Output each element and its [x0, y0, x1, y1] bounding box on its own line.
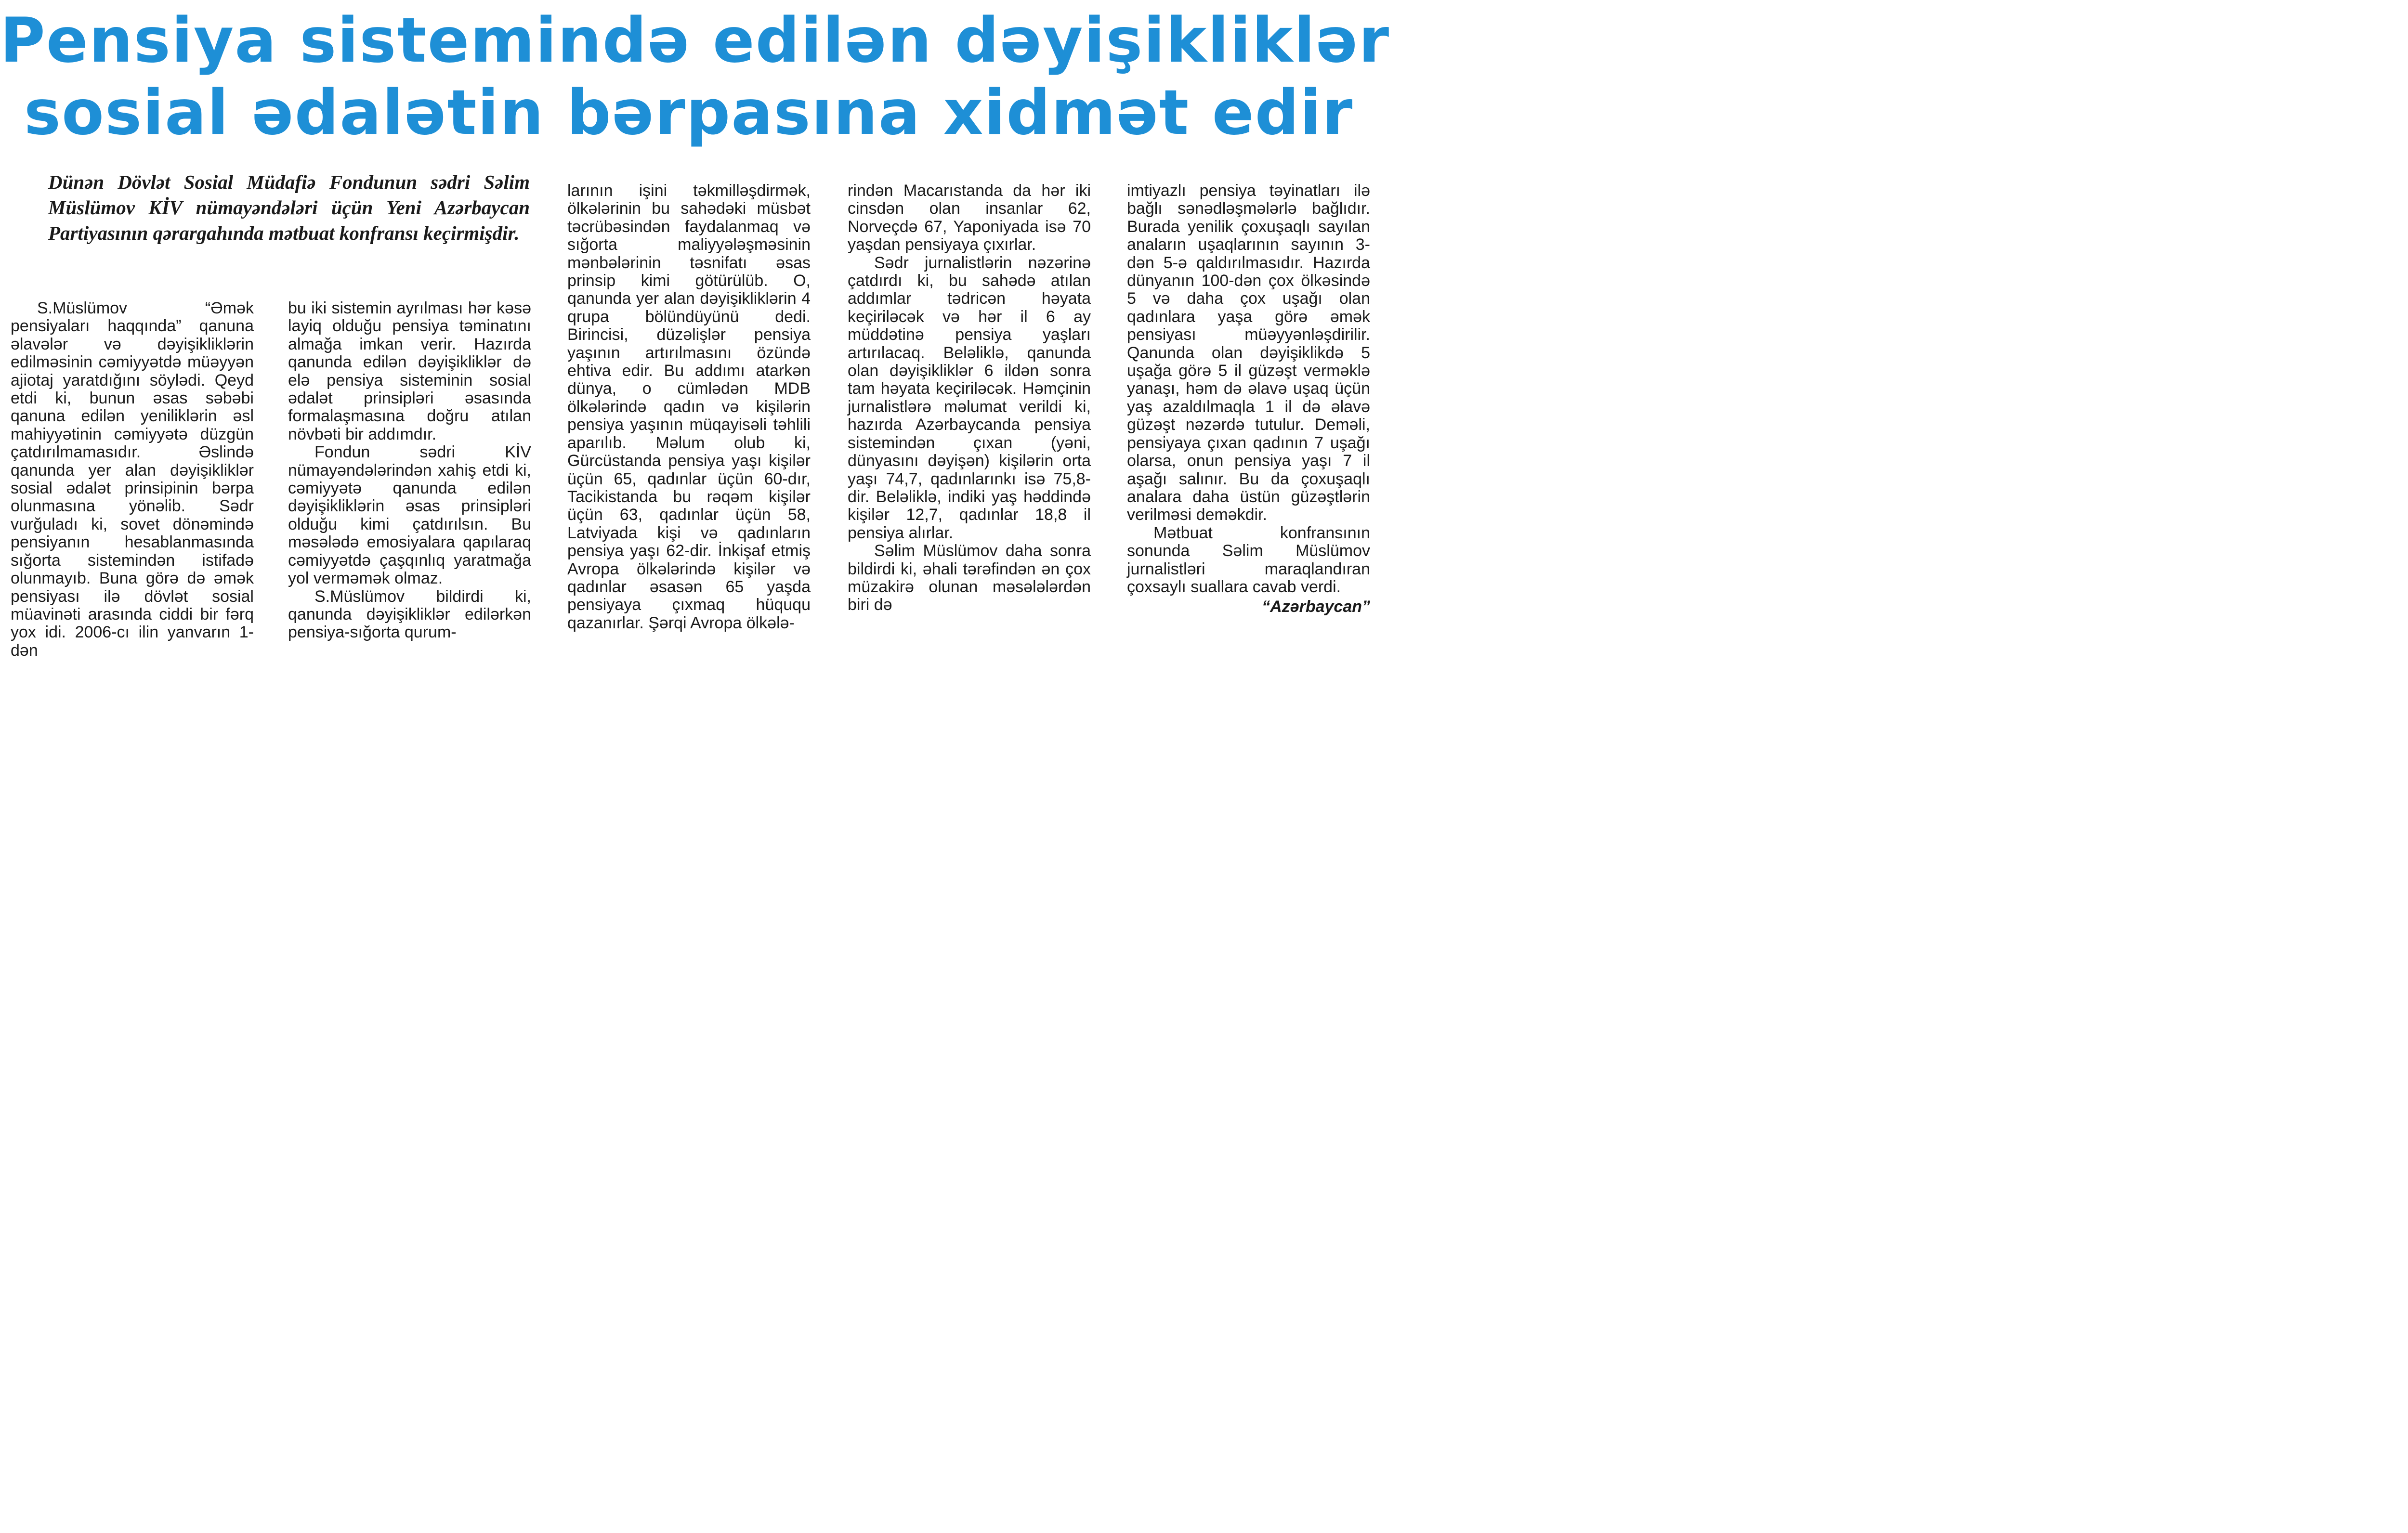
- paragraph: S.Müslümov bildirdi ki, qanunda dəyişikliklər edilərkən pensiya-sığorta qurum-: [288, 587, 531, 642]
- text-column-2: [288, 299, 531, 642]
- article-headline: [0, 5, 1390, 149]
- paragraph: imtiyazlı pensiya təyinatları ilə bağlı sənədləşmələrlə bağlıdır. Burada yenilik çoxuşaqlı sayılan anaların uşaqlarının sayının 3-dən 5-ə qaldırılmasıdır. Hazırda dünyanın 100-dən çox ölkəsində 5 və daha çox uşağı olan qadınlara yaşa görə əmək pensiyası müəyyənləşdirilir. Qanunda olan dəyişiklikdə 5 uşağa görə 5 il güzəşt verməklə yanaşı, həm də əlavə uşaq üçün yaş azaldılmaqla 1 il də əlavə güzəşt nəzərdə tutulur. Deməli, pensiyaya çıxan qadının 7 uşağı olarsa, onun pensiya yaşı 7 il aşağı salınır. Bu da çoxuşaqlı analara daha üstün güzəştlərin verilməsi deməkdir.: [1127, 182, 1370, 524]
- paragraph: larının işini təkmilləşdirmək, ölkələrinin bu sahədəki müsbət təcrübəsindən faydalanmaq və sığorta maliyyələşməsinin mənbələrinin təsnifatı əsas prinsip kimi götürülüb. O, qanunda yer alan dəyişikliklərin 4 qrupa bölündüyünü dedi. Birincisi, düzəlişlər pensiya yaşının artırılmasını özündə ehtiva edir. Bu addımı atarkən dünya, o cümlədən MDB ölkələrində qadın və kişilərin pensiya yaşının müqayisəli təhlili aparılıb. Məlum olub ki, Gürcüstanda pensiya yaşı kişilər üçün 65, qadınlar üçün 60-dır, Tacikistanda bu rəqəm kişilər üçün 63, qadınlar üçün 58, Latviyada kişi və qadınların pensiya yaşı 62-dir. İnkişaf etmiş Avropa ölkələrində kişilər və qadınlar əsasən 65 yaşda pensiyaya çıxmaq hüququ qazanırlar. Şərqi Avropa ölkələ-: [567, 182, 811, 632]
- paragraph: Səlim Müslümov daha sonra bildirdi ki, əhali tərəfindən ən çox müzakirə olunan məsələlərdən biri də: [848, 542, 1091, 614]
- article-lead: Dünən Dövlət Sosial Müdafiə Fondunun sədri Səlim Müslümov KİV nümayəndələri üçün Yeni Azərbaycan Partiyasının qərargahında mətbuat konfransı keçirmişdir.: [48, 171, 530, 244]
- paragraph: Fondun sədri KİV nümayəndələrindən xahiş etdi ki, cəmiyyətə qanunda edilən dəyişikliklərin əsas prinsipləri olduğu kimi çatdırılsın. Bu məsələdə emosiyalara qapılaraq cəmiyyətdə çaşqınlıq yaratmağa yol verməmək olmaz.: [288, 443, 531, 588]
- text-column-5: [1127, 182, 1370, 616]
- paragraph: S.Müslümov “Əmək pensiyaları haqqında” qanuna əlavələr və dəyişikliklərin edilməsinin cəmiyyətdə müəyyən ajiotaj yaratdığını söylədi. Qeyd etdi ki, bunun əsas səbəbi qanuna edilən yeniliklərin əsl mahiyyətinin cəmiyyətə düzgün çatdırılmamasıdır. Əslində qanunda yer alan dəyişikliklər sosial ədalət prinsipinin bərpa olunmasına yönəlib. Sədr vurğuladı ki, sovet dönəmində pensiyanın hesablanmasında sığorta sistemindən istifadə olunmayıb. Buna görə də əmək pensiyası ilə dövlət sosial müavinəti arasında ciddi bir fərq yox idi. 2006-cı ilin yanvarın 1-dən: [11, 299, 254, 660]
- text-column-1: [11, 299, 254, 660]
- article-source: “Azərbaycan”: [1262, 598, 1370, 616]
- headline-line-2: sosial ədalətin bərpasına xidmət edir: [24, 77, 1354, 149]
- paragraph: rindən Macarıstanda da hər iki cinsdən olan insanlar 62, Norveçdə 67, Yaponiyada isə 70 yaşdan pensiyaya çıxırlar.: [848, 182, 1091, 254]
- paragraph: Sədr jurnalistlərin nəzərinə çatdırdı ki, bu sahədə atılan addımlar tədricən həyata keçiriləcək və hər il 6 ay müddətinə pensiya yaşları artırılacaq. Beləliklə, qanunda olan dəyişikliklər 6 ildən sonra tam həyata keçiriləcək. Həmçinin jurnalistlərə məlumat verildi ki, hazırda Azərbaycanda pensiya sistemindən çıxan (yəni, dünyasını dəyişən) kişilərin orta yaşı 74,7, qadınlarınkı isə 75,8-dir. Beləliklə, indiki yaş həddində kişilər 12,7, qadınlar 18,8 il pensiya alırlar.: [848, 253, 1091, 542]
- paragraph: Mətbuat konfransının sonunda Səlim Müslümov jurnalistləri maraqlandıran çoxsaylı suallara cavab verdi.: [1127, 523, 1370, 596]
- text-column-3: [567, 182, 811, 632]
- paragraph: bu iki sistemin ayrılması hər kəsə layiq olduğu pensiya təminatını almağa imkan verir. Hazırda qanunda edilən dəyişikliklər də elə pensiya sisteminin sosial ədalət prinsipləri əsasında formalaşmasına doğru atılan növbəti bir addımdır.: [288, 299, 531, 443]
- headline-line-1: Pensiya sistemində edilən dəyişikliklər: [0, 5, 1390, 77]
- text-column-4: [848, 182, 1091, 614]
